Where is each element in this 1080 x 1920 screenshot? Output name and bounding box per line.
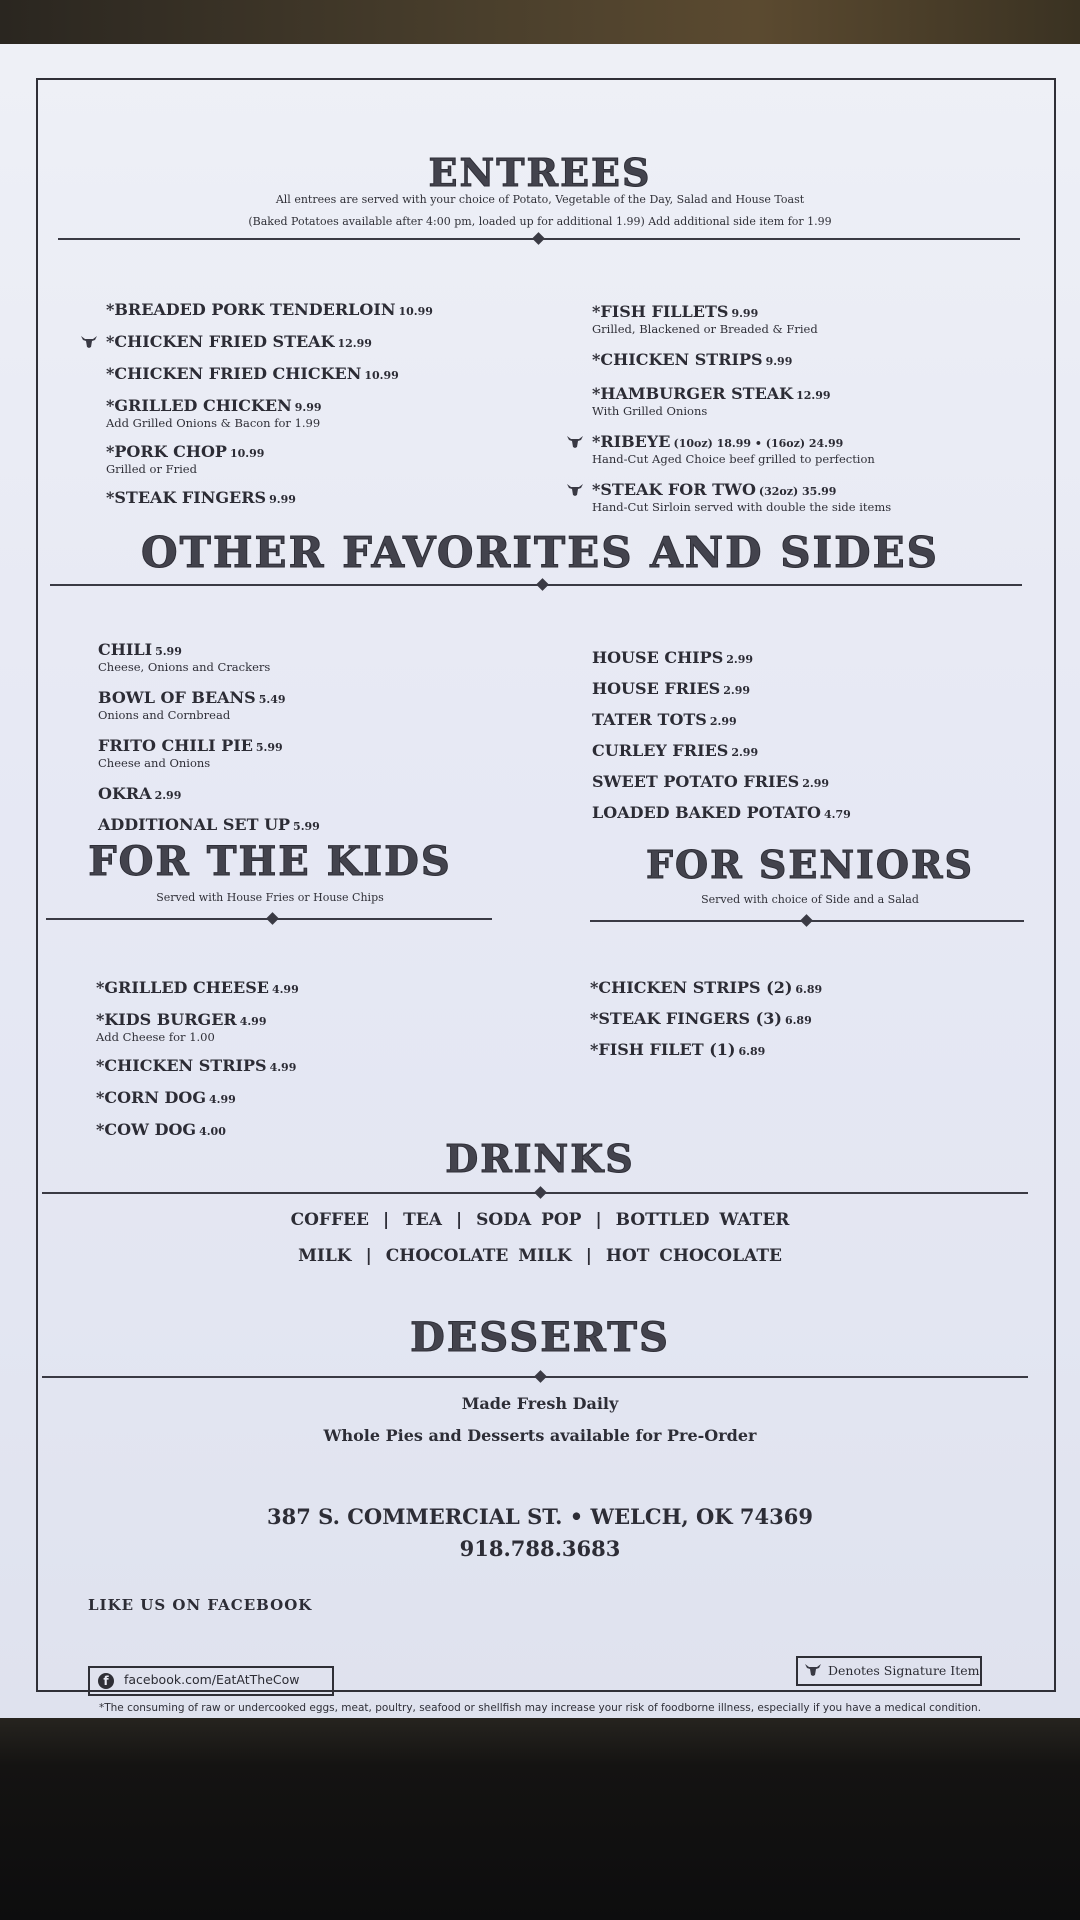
menu-item-description: Add Cheese for 1.00 <box>96 1030 215 1044</box>
menu-item <box>96 978 299 997</box>
menu-item-name: CHILI <box>98 640 153 659</box>
entrees-divider <box>58 238 1020 240</box>
drinks-row-1 <box>0 1210 1080 1230</box>
menu-item <box>590 1009 812 1028</box>
facebook-icon: f <box>98 1673 114 1689</box>
seniors-heading: FOR SENIORS <box>646 842 974 887</box>
favorites-divider <box>50 584 1022 586</box>
drinks-heading: DRINKS <box>445 1136 635 1181</box>
menu-item-price: 9.99 <box>294 401 322 414</box>
menu-item-price: 5.99 <box>293 820 320 833</box>
menu-item <box>96 1056 296 1075</box>
menu-item-price: (10oz) 18.99 • (16oz) 24.99 <box>673 437 844 450</box>
drink-separator: | <box>455 1210 463 1230</box>
menu-item-description: Hand-Cut Sirloin served with double the side items <box>592 500 892 514</box>
facebook-url[interactable]: facebook.com/EatAtTheCow <box>124 1672 300 1687</box>
menu-item-description: With Grilled Onions <box>592 404 708 418</box>
menu-item-price: 9.99 <box>731 307 759 320</box>
menu-item-name: *FISH FILET (1) <box>590 1040 736 1059</box>
menu-item <box>106 364 399 383</box>
menu-item <box>592 384 831 403</box>
menu-item-name: *RIBEYE <box>592 432 671 451</box>
menu-item-price: 12.99 <box>337 337 372 350</box>
menu-item-name: HOUSE FRIES <box>592 679 721 698</box>
menu-item-name: TATER TOTS <box>592 710 707 729</box>
drink-item: MILK <box>298 1246 352 1266</box>
desserts-line-1: Made Fresh Daily <box>461 1394 619 1413</box>
menu-item-name: *BREADED PORK TENDERLOIN <box>106 300 396 319</box>
menu-item-name: *CHICKEN FRIED STEAK <box>106 332 335 351</box>
seniors-note: Served with choice of Side and a Salad <box>701 893 919 906</box>
bull-head-icon <box>566 483 584 497</box>
drink-separator: | <box>595 1210 602 1230</box>
menu-item-description: Add Grilled Onions & Bacon for 1.99 <box>106 416 321 430</box>
menu-item-name: *COW DOG <box>96 1120 197 1139</box>
menu-item <box>592 679 750 698</box>
menu-item-price: (32oz) 35.99 <box>758 485 837 498</box>
table-background-bottom <box>0 1700 1080 1920</box>
phone-number: 918.788.3683 <box>459 1536 621 1561</box>
entrees-note-1: All entrees are served with your choice of Potato, Vegetable of the Day, Salad and House Toast <box>275 193 805 206</box>
menu-item-name: SWEET POTATO FRIES <box>592 772 800 791</box>
menu-item-price: 4.99 <box>209 1093 236 1106</box>
menu-item-name: *CHICKEN STRIPS <box>592 350 763 369</box>
menu-item <box>106 300 433 319</box>
menu-item-description: Grilled or Fried <box>106 462 197 476</box>
drink-separator: | <box>382 1210 390 1230</box>
bull-head-icon <box>80 335 98 349</box>
desserts-line-2: Whole Pies and Desserts available for Pre-Order <box>323 1426 757 1445</box>
menu-item-description: Onions and Cornbread <box>98 708 231 722</box>
menu-item-name: *FISH FILLETS <box>592 302 729 321</box>
drinks-row-2 <box>0 1246 1080 1266</box>
menu-item <box>98 784 181 803</box>
menu-item-description: Cheese, Onions and Crackers <box>98 660 271 674</box>
menu-item <box>592 710 737 729</box>
drink-item: COFFEE <box>290 1210 369 1230</box>
menu-item-price: 12.99 <box>796 389 831 402</box>
menu-item-name: HOUSE CHIPS <box>592 648 724 667</box>
menu-item-name: *CHICKEN STRIPS <box>96 1056 267 1075</box>
menu-item <box>98 640 182 659</box>
menu-item-price: 10.99 <box>364 369 399 382</box>
menu-item-name: *GRILLED CHEESE <box>96 978 269 997</box>
menu-item-name: *CHICKEN STRIPS (2) <box>590 978 793 997</box>
menu-item <box>592 432 843 451</box>
menu-item-name: *KIDS BURGER <box>96 1010 237 1029</box>
menu-item-name: *GRILLED CHICKEN <box>106 396 292 415</box>
menu-item-name: *STEAK FOR TWO <box>592 480 756 499</box>
menu-item-name: LOADED BAKED POTATO <box>592 803 821 822</box>
menu-item-name: *HAMBURGER STEAK <box>592 384 794 403</box>
menu-item-name: *STEAK FINGERS <box>106 488 267 507</box>
menu-item-name: ADDITIONAL SET UP <box>98 815 291 834</box>
address: 387 S. COMMERCIAL ST. • WELCH, OK 74369 <box>267 1504 813 1529</box>
drink-item: CHOCOLATE MILK <box>385 1246 572 1266</box>
menu-item <box>98 736 283 755</box>
menu-item-price: 5.99 <box>155 645 182 658</box>
menu-item-price: 10.99 <box>229 447 265 460</box>
kids-heading: FOR THE KIDS <box>88 838 452 885</box>
favorites-heading: OTHER FAVORITES AND SIDES <box>141 528 939 577</box>
menu-item-price: 9.99 <box>269 493 296 506</box>
menu-item-description: Grilled, Blackened or Breaded & Fried <box>592 322 818 336</box>
signature-legend-text: Denotes Signature Item <box>828 1663 980 1678</box>
drink-item: BOTTLED WATER <box>615 1210 790 1230</box>
drink-separator: | <box>585 1246 592 1266</box>
menu-item-price: 4.99 <box>271 983 299 996</box>
seniors-divider <box>590 920 1024 922</box>
facebook-label: LIKE US ON FACEBOOK <box>88 1596 313 1614</box>
menu-item <box>592 772 829 791</box>
drink-item: HOT CHOCOLATE <box>605 1246 782 1266</box>
menu-item <box>592 741 758 760</box>
entrees-note-2: (Baked Potatoes available after 4:00 pm, loaded up for additional 1.99) Add additional side item for 1.99 <box>248 215 832 228</box>
menu-item-description: Hand-Cut Aged Choice beef grilled to perfection <box>592 452 875 466</box>
kids-divider <box>46 918 492 920</box>
menu-item-price: 2.99 <box>709 715 737 728</box>
menu-item-price: 5.49 <box>258 693 286 706</box>
menu-item <box>592 803 851 822</box>
menu-item <box>592 350 792 369</box>
menu-item-price: 2.99 <box>731 746 759 759</box>
entrees-heading: ENTREES <box>428 150 652 195</box>
menu-item-name: *CORN DOG <box>96 1088 207 1107</box>
menu-item <box>106 332 372 351</box>
menu-item <box>590 1040 765 1059</box>
facebook-link-box[interactable] <box>88 1666 334 1696</box>
menu-item-name: BOWL OF BEANS <box>98 688 256 707</box>
food-safety-disclaimer: *The consuming of raw or undercooked eggs, meat, poultry, seafood or shellfish may increase your risk of foodborne illness, especially if you have a medical condition. <box>98 1702 982 1714</box>
menu-item-price: 4.99 <box>239 1015 267 1028</box>
menu-item-name: *PORK CHOP <box>106 442 227 461</box>
menu-item <box>592 302 758 321</box>
menu-item-price: 4.79 <box>823 808 851 821</box>
menu-item-price: 10.99 <box>398 305 433 318</box>
bull-head-icon <box>566 435 584 449</box>
menu-item-price: 2.99 <box>802 777 830 790</box>
menu-item-price: 2.99 <box>154 789 182 802</box>
menu-item-price: 6.89 <box>738 1045 766 1058</box>
menu-item-price: 6.89 <box>795 983 823 996</box>
menu-item-name: *CHICKEN FRIED CHICKEN <box>106 364 362 383</box>
menu-item-price: 4.00 <box>199 1125 226 1138</box>
menu-item <box>98 815 320 834</box>
menu-item <box>590 978 822 997</box>
kids-note: Served with House Fries or House Chips <box>156 891 384 904</box>
menu-item-price: 9.99 <box>765 355 793 368</box>
menu-item <box>592 480 836 499</box>
menu-item-name: *STEAK FINGERS (3) <box>590 1009 782 1028</box>
desserts-heading: DESSERTS <box>410 1314 670 1361</box>
menu-item <box>106 488 296 507</box>
menu-item-description: Cheese and Onions <box>98 756 211 770</box>
drink-item: SODA POP <box>476 1210 582 1230</box>
menu-item <box>96 1088 236 1107</box>
menu-item-price: 4.99 <box>269 1061 297 1074</box>
menu-item-price: 5.99 <box>255 741 283 754</box>
menu-item-name: CURLEY FRIES <box>592 741 729 760</box>
menu-item-price: 2.99 <box>726 653 754 666</box>
desserts-divider <box>42 1376 1028 1378</box>
menu-item-price: 2.99 <box>723 684 751 697</box>
bull-head-icon <box>804 1663 822 1677</box>
menu-item <box>106 442 264 461</box>
menu-item-name: OKRA <box>98 784 152 803</box>
drink-item: TEA <box>403 1210 442 1230</box>
menu-item <box>106 396 322 415</box>
menu-item <box>592 648 753 667</box>
menu-item <box>98 688 286 707</box>
menu-sheet <box>0 44 1080 1718</box>
menu-item-name: FRITO CHILI PIE <box>98 736 253 755</box>
menu-item-price: 6.89 <box>784 1014 812 1027</box>
signature-legend <box>796 1656 982 1686</box>
drinks-divider <box>42 1192 1028 1194</box>
menu-item <box>96 1010 266 1029</box>
drink-separator: | <box>365 1246 372 1266</box>
